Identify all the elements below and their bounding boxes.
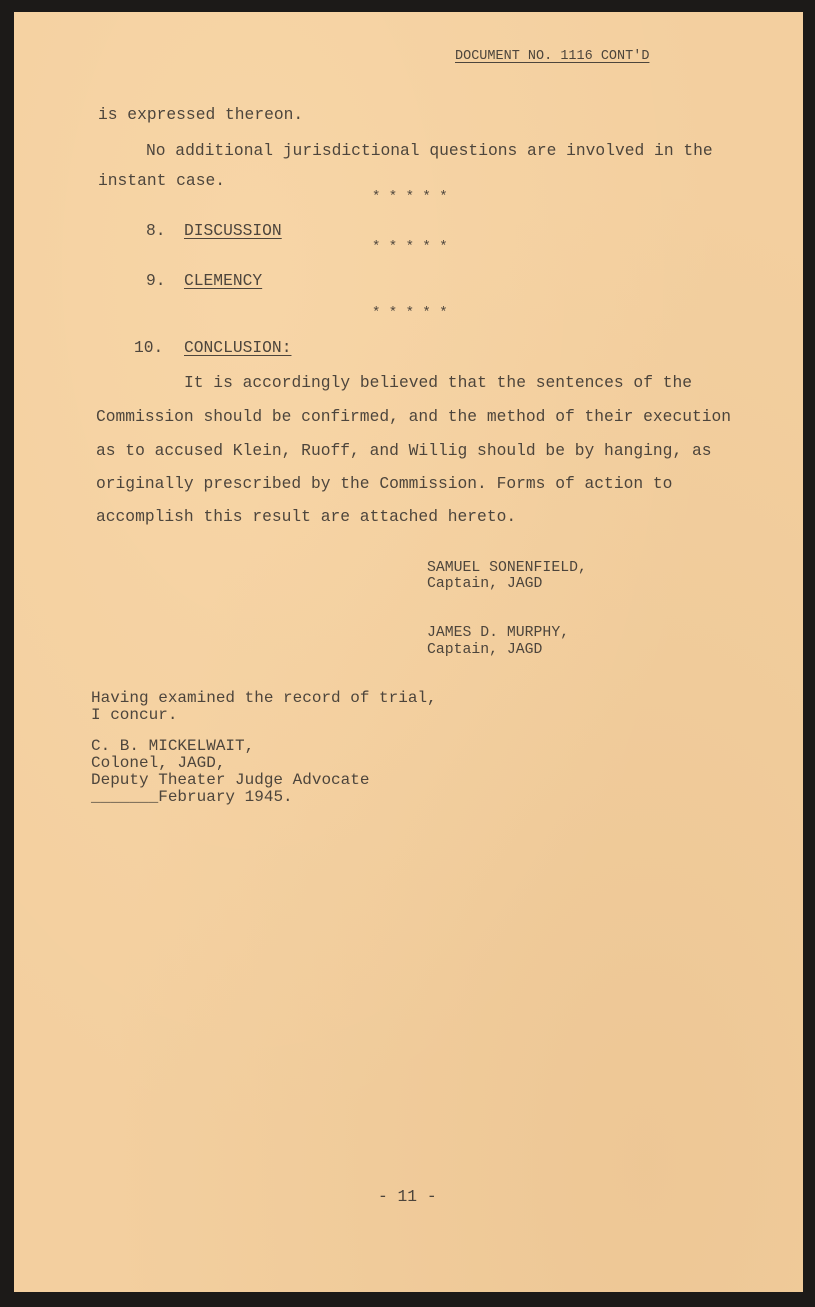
- separator: * * * * *: [372, 189, 448, 205]
- body-line: accomplish this result are attached hereto.: [96, 507, 517, 526]
- body-line: instant case.: [98, 171, 226, 190]
- body-line: Commission should be confirmed, and the method of their execution: [96, 407, 732, 426]
- section-title: CLEMENCY: [184, 271, 263, 290]
- page-number: - 11 -: [378, 1187, 437, 1206]
- signature-title: Captain, JAGD: [427, 642, 543, 658]
- concurrence-rank: Colonel, JAGD,: [91, 754, 226, 772]
- section-number: 10.: [134, 338, 164, 357]
- separator: * * * * *: [372, 239, 448, 255]
- section-number: 9.: [146, 271, 166, 290]
- section-number: 8.: [146, 221, 166, 240]
- concurrence-line: Having examined the record of trial,: [91, 689, 437, 707]
- signature-title: Captain, JAGD: [427, 576, 543, 592]
- date-text: February 1945.: [158, 788, 293, 806]
- concurrence-position: Deputy Theater Judge Advocate: [91, 771, 370, 789]
- section-title: DISCUSSION: [184, 221, 282, 240]
- body-line: No additional jurisdictional questions are involved in the: [146, 141, 713, 160]
- body-line: originally prescribed by the Commission. Forms of action to: [96, 474, 673, 493]
- date-blank: _______: [91, 788, 159, 806]
- concurrence-line: I concur.: [91, 706, 178, 724]
- concurrence-date: [91, 789, 293, 805]
- section-title: CONCLUSION:: [184, 338, 292, 357]
- body-line: is expressed thereon.: [98, 105, 304, 124]
- signature-name: SAMUEL SONENFIELD,: [427, 560, 587, 576]
- body-line: It is accordingly believed that the sentences of the: [184, 373, 693, 392]
- concurrence-name: C. B. MICKELWAIT,: [91, 737, 255, 755]
- signature-name: JAMES D. MURPHY,: [427, 625, 570, 641]
- separator: * * * * *: [372, 305, 448, 321]
- document-number: DOCUMENT NO. 1116 CONT'D: [455, 49, 650, 64]
- body-line: as to accused Klein, Ruoff, and Willig should be by hanging, as: [96, 441, 712, 460]
